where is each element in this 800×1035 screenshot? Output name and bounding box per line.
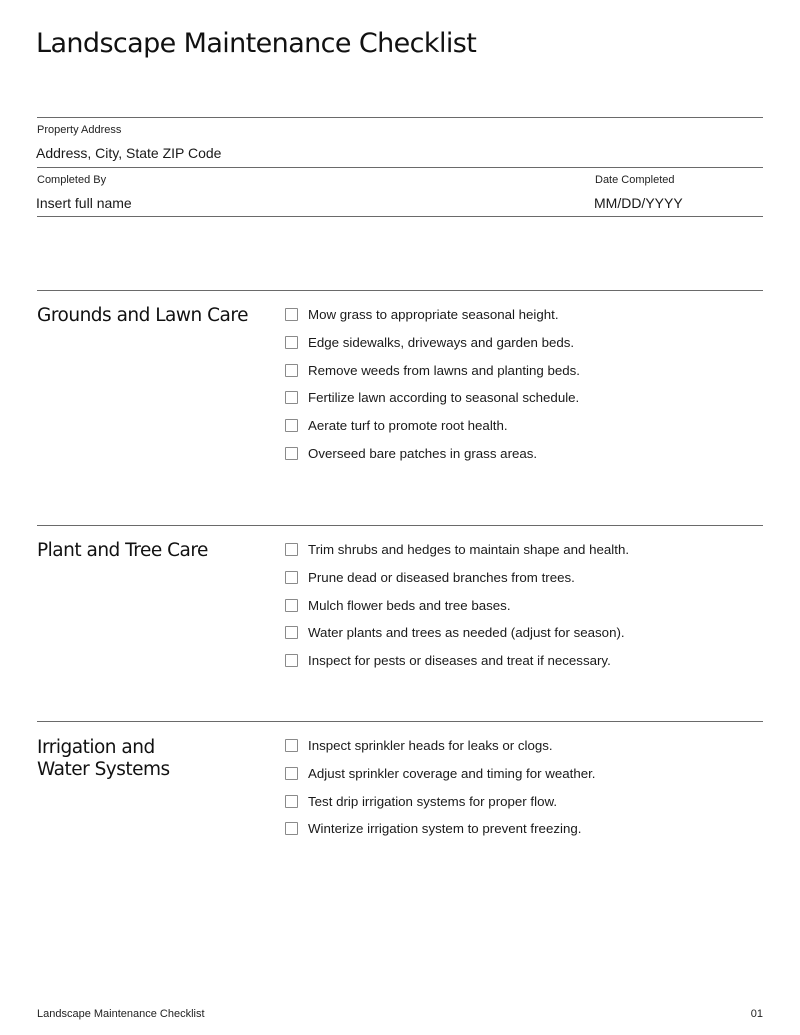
checkbox[interactable] (285, 822, 298, 835)
task-label: Aerate turf to promote root health. (308, 418, 508, 434)
checklist-item[interactable] (285, 652, 629, 680)
checkbox[interactable] (285, 543, 298, 556)
checklist-item[interactable] (285, 362, 580, 390)
task-label: Winterize irrigation system to prevent freezing. (308, 821, 582, 837)
checkbox[interactable] (285, 364, 298, 377)
checkbox[interactable] (285, 571, 298, 584)
checkbox[interactable] (285, 391, 298, 404)
section-title-line: Water Systems (37, 759, 170, 780)
checklist-item[interactable] (285, 569, 629, 597)
checklist-item[interactable] (285, 820, 596, 848)
section-title-line: Irrigation and (37, 737, 155, 758)
divider (37, 117, 763, 118)
page-number: 01 (750, 1008, 763, 1020)
completed-by-field[interactable]: Insert full name (36, 195, 132, 211)
section-divider (37, 525, 763, 526)
checklist-item[interactable] (285, 417, 580, 445)
task-label: Fertilize lawn according to seasonal schedule. (308, 390, 580, 406)
divider (37, 216, 763, 217)
checklist-item[interactable] (285, 389, 580, 417)
divider (37, 167, 763, 168)
checkbox[interactable] (285, 336, 298, 349)
task-label: Adjust sprinkler coverage and timing for weather. (308, 765, 596, 781)
task-label: Overseed bare patches in grass areas. (308, 445, 538, 461)
checklist-item[interactable] (285, 793, 596, 821)
section-title-plant-tree-care: Plant and Tree Care (37, 540, 208, 561)
date-completed-label: Date Completed (595, 174, 675, 186)
checklist-item[interactable] (285, 597, 629, 625)
task-label: Mow grass to appropriate seasonal height. (308, 307, 559, 322)
task-list-irrigation-water-systems (285, 737, 596, 848)
checklist-item[interactable] (285, 445, 580, 473)
task-list-grounds-lawn-care (285, 306, 580, 473)
checkbox[interactable] (285, 447, 298, 460)
checkbox[interactable] (285, 767, 298, 780)
section-title-grounds-lawn-care: Grounds and Lawn Care (37, 305, 248, 326)
checklist-item[interactable] (285, 765, 596, 793)
checkbox[interactable] (285, 739, 298, 752)
task-label: Inspect for pests or diseases and treat if necessary. (308, 653, 611, 669)
checklist-item[interactable] (285, 737, 596, 765)
task-label: Edge sidewalks, driveways and garden beds. (308, 334, 575, 350)
checkbox[interactable] (285, 419, 298, 432)
checkbox[interactable] (285, 599, 298, 612)
completed-by-label: Completed By (37, 174, 107, 186)
checkbox[interactable] (285, 654, 298, 667)
section-title-irrigation-water-systems (37, 737, 170, 781)
checklist-item[interactable] (285, 334, 580, 362)
checklist-item[interactable] (285, 624, 629, 652)
task-list-plant-tree-care (285, 541, 629, 680)
task-label: Inspect sprinkler heads for leaks or clogs. (308, 738, 553, 753)
page-title: Landscape Maintenance Checklist (36, 28, 477, 59)
property-address-field[interactable]: Address, City, State ZIP Code (36, 145, 222, 161)
checklist-item[interactable] (285, 306, 580, 334)
checklist-item[interactable] (285, 541, 629, 569)
property-address-label: Property Address (37, 124, 122, 136)
checkbox[interactable] (285, 308, 298, 321)
checkbox[interactable] (285, 795, 298, 808)
section-divider (37, 290, 763, 291)
task-label: Prune dead or diseased branches from trees. (308, 569, 575, 585)
task-label: Remove weeds from lawns and planting beds. (308, 362, 580, 378)
task-label: Mulch flower beds and tree bases. (308, 597, 511, 613)
section-divider (37, 721, 763, 722)
task-label: Test drip irrigation systems for proper flow. (308, 793, 558, 809)
date-completed-field[interactable]: MM/DD/YYYY (594, 195, 683, 211)
task-label: Trim shrubs and hedges to maintain shape and health. (308, 542, 630, 557)
task-label: Water plants and trees as needed (adjust for season). (308, 625, 625, 641)
checkbox[interactable] (285, 626, 298, 639)
footer-title: Landscape Maintenance Checklist (37, 1008, 205, 1020)
